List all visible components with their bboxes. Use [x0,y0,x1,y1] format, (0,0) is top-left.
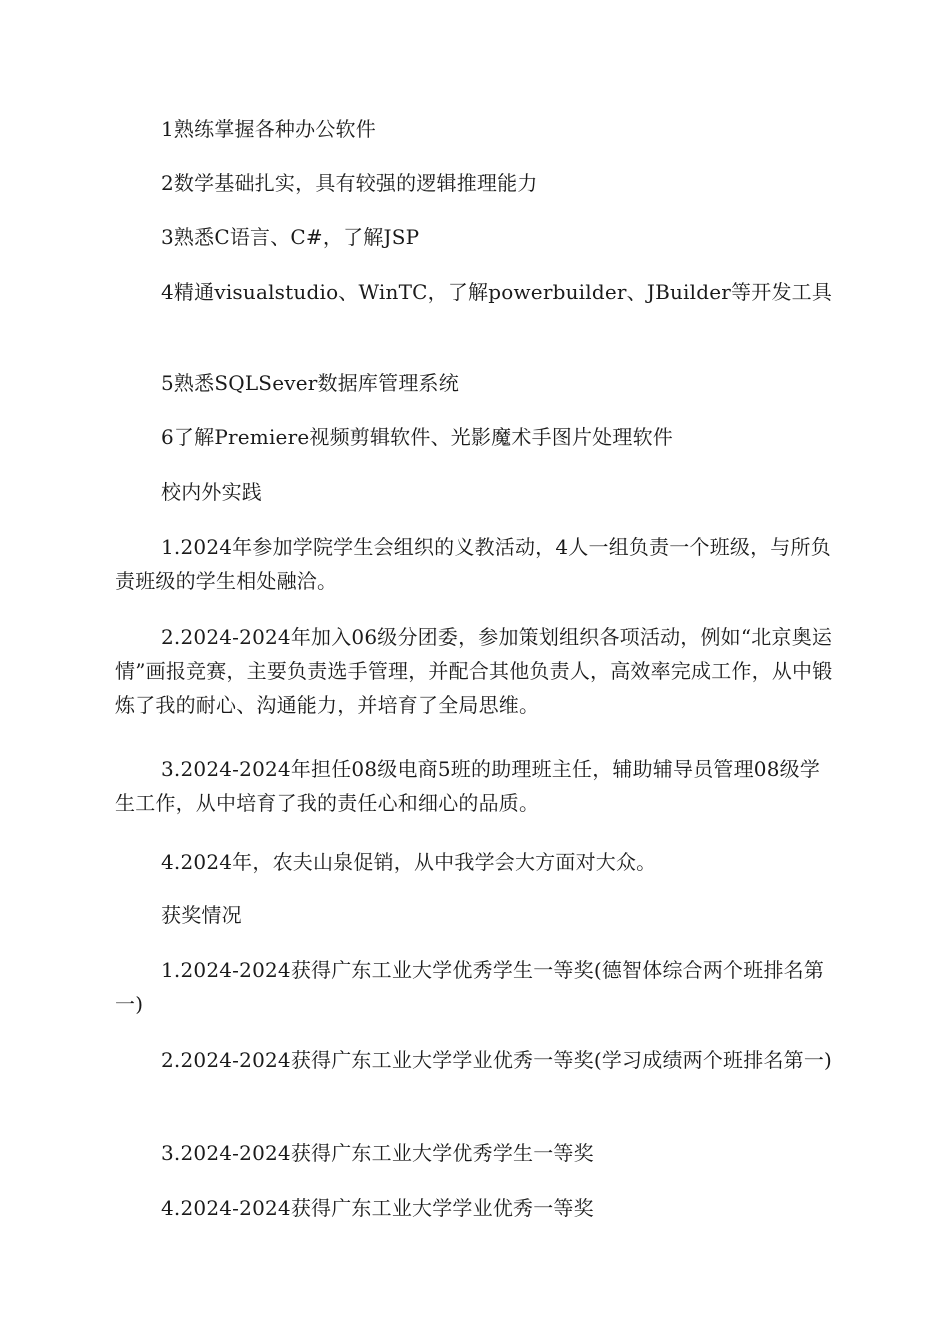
award-item: 4.2024-2024获得广东工业大学学业优秀一等奖 [161,1196,594,1220]
award-item: 3.2024-2024获得广东工业大学优秀学生一等奖 [161,1141,594,1165]
section-heading-awards: 获奖情况 [161,903,242,927]
skill-item: 3熟悉C语言、C#，了解JSP [161,225,420,249]
practice-item: 3.2024-2024年担任08级电商5班的助理班主任，辅助辅导员管理08级学生工作，从中培育了我的责任心和细心的品质。 [115,757,821,815]
skill-item: 6了解Premiere视频剪辑软件、光影魔术手图片处理软件 [161,425,673,449]
practice-item: 2.2024-2024年加入06级分团委，参加策划组织各项活动，例如“北京奥运情”画报竞赛，主要负责选手管理，并配合其他负责人，高效率完成工作，从中锻炼了我的耐心、沟通能力，并培育了全局思维。 [115,625,833,717]
skill-item: 5熟悉SQLSever数据库管理系统 [161,371,459,395]
skill-item: 1熟练掌握各种办公软件 [161,117,376,141]
practice-item: 4.2024年，农夫山泉促销，从中我学会大方面对大众。 [161,850,657,874]
section-heading-practice: 校内外实践 [161,480,262,504]
award-item: 1.2024-2024获得广东工业大学优秀学生一等奖(德智体综合两个班排名第一) [115,958,825,1016]
award-item: 2.2024-2024获得广东工业大学学业优秀一等奖(学习成绩两个班排名第一) [161,1048,833,1072]
skill-item: 2数学基础扎实，具有较强的逻辑推理能力 [161,171,538,195]
practice-item: 1.2024年参加学院学生会组织的义教活动，4人一组负责一个班级，与所负责班级的学生相处融洽。 [115,535,831,593]
skill-item: 4精通visualstudio、WinTC，了解powerbuilder、JBuilder等开发工具 [161,280,833,304]
